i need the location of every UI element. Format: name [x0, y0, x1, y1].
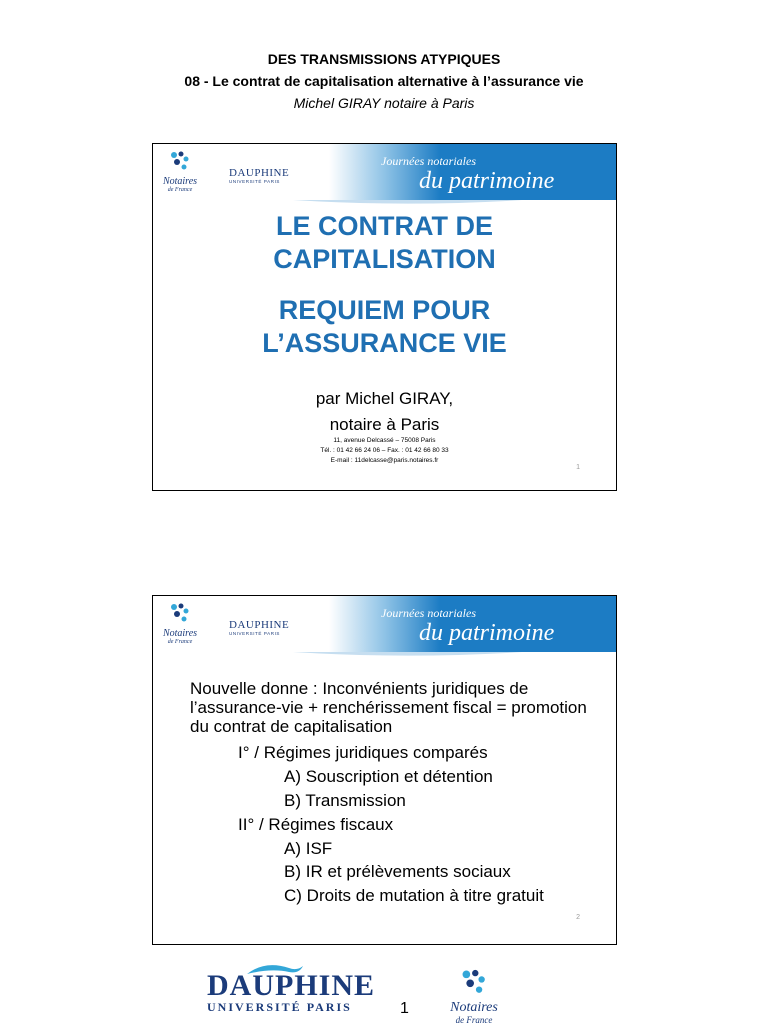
notaires-logo-sub: de France — [167, 187, 193, 193]
slide-1-title — [153, 210, 616, 276]
outline-item-1: I° / Régimes juridiques comparés — [238, 743, 488, 762]
banner-patrimoine: du patrimoine — [419, 168, 555, 194]
notaires-emblem-icon — [457, 968, 491, 996]
footer-dauphine-sub: UNIVERSITÉ PARIS — [207, 1000, 352, 1014]
outline-item-2c: C) Droits de mutation à titre gratuit — [284, 886, 544, 905]
document-header — [0, 48, 768, 114]
outline-item-2: II° / Régimes fiscaux — [238, 815, 394, 834]
slide-1-author — [153, 386, 616, 438]
slide-banner — [153, 596, 616, 658]
document-title: DES TRANSMISSIONS ATYPIQUES — [267, 51, 501, 67]
author-role: notaire à Paris — [329, 415, 440, 434]
dauphine-logo — [229, 168, 289, 185]
footer-dauphine-name: DAUPHINE — [207, 969, 376, 1002]
title-line: REQUIEM POUR — [278, 295, 491, 325]
document-author: Michel GIRAY notaire à Paris — [293, 95, 475, 111]
footer-notaires-logo — [436, 968, 512, 1025]
notaires-de-france-logo — [157, 150, 203, 194]
slide-page-number: 2 — [576, 914, 580, 921]
outline-item-2a: A) ISF — [284, 839, 333, 858]
banner-journees: Journées notariales — [381, 606, 476, 620]
dolphin-icon — [245, 962, 305, 976]
slide-2-intro: Nouvelle donne : Inconvénients juridiques de l’assurance-vie + renchérissement fiscal = promotion du contrat de capitalisation — [190, 679, 587, 736]
dauphine-logo-name: DAUPHINE — [229, 619, 290, 631]
title-line: L’ASSURANCE VIE — [262, 328, 507, 358]
dauphine-logo — [229, 620, 289, 637]
contact-address: 11, avenue Delcassé – 75008 Paris — [333, 437, 436, 444]
slide-1-subtitle — [153, 294, 616, 360]
notaires-emblem-icon — [168, 150, 192, 172]
outline-item-1b: B) Transmission — [284, 791, 406, 810]
outline-item-1a: A) Souscription et détention — [284, 767, 493, 786]
slide-banner — [153, 144, 616, 206]
document-subtitle: 08 - Le contrat de capitalisation alternative à l’assurance vie — [184, 73, 584, 89]
footer-notaires-name: Notaires — [450, 1000, 498, 1015]
banner-journees: Journées notariales — [381, 154, 476, 168]
notaires-logo-sub: de France — [167, 639, 193, 645]
title-line: LE CONTRAT DE — [276, 211, 493, 241]
author-name: par Michel GIRAY, — [315, 389, 454, 408]
slide-page-number: 1 — [576, 464, 580, 471]
slide-2 — [152, 595, 617, 945]
slide-1 — [152, 143, 617, 491]
banner-patrimoine: du patrimoine — [419, 620, 555, 646]
outline-item-2b: B) IR et prélèvements sociaux — [284, 862, 511, 881]
dauphine-logo-sub: UNIVERSITÉ PARIS — [229, 631, 281, 636]
notaires-logo-name: Notaires — [162, 176, 198, 187]
title-line: CAPITALISATION — [273, 244, 496, 274]
dauphine-logo-sub: UNIVERSITÉ PARIS — [229, 179, 281, 184]
footer-notaires-sub: de France — [455, 1015, 493, 1025]
contact-phone: Tél. : 01 42 66 24 06 – Fax. : 01 42 66 80 33 — [320, 447, 449, 454]
dauphine-logo-name: DAUPHINE — [229, 167, 290, 179]
slide-1-contact — [153, 436, 616, 466]
notaires-de-france-logo — [157, 602, 203, 646]
footer-page-number: 1 — [400, 1000, 409, 1017]
contact-email: E-mail : 11delcasse@paris.notaires.fr — [330, 457, 439, 464]
footer-dauphine-logo — [207, 969, 376, 1014]
notaires-logo-name: Notaires — [162, 628, 198, 639]
notaires-emblem-icon — [168, 602, 192, 624]
